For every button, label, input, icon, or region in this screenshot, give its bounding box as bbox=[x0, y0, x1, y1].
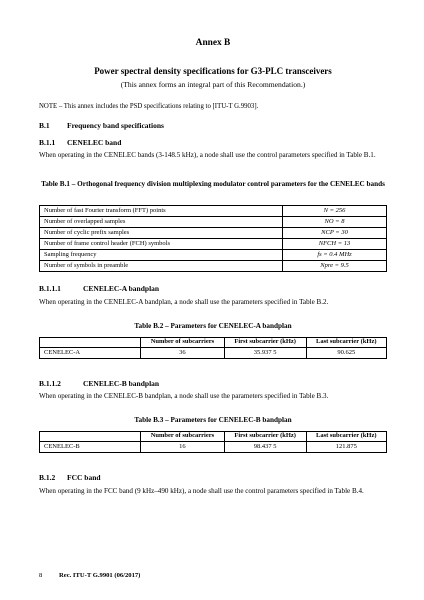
parameter-cell: Number of cyclic prefix samples bbox=[40, 228, 283, 239]
table-cell: CENELEC-B bbox=[40, 441, 141, 452]
paragraph-b112: When operating in the CENELEC-B bandplan, a node shall use the parameters specified in Table B.3. bbox=[39, 392, 329, 400]
table-b1 bbox=[39, 205, 387, 272]
table-header-cell: Last subcarrier (kHz) bbox=[306, 338, 386, 348]
heading-number: B.1.1 bbox=[39, 138, 56, 147]
table-cell: 35.937 5 bbox=[224, 347, 306, 358]
heading-number: B.1.1.2 bbox=[39, 379, 61, 388]
value-cell: Npre = 9.5 bbox=[283, 261, 387, 272]
page-number: 8 bbox=[39, 572, 43, 579]
heading-b112 bbox=[39, 379, 159, 388]
table-cell: 121.875 bbox=[306, 441, 386, 452]
table-cell: 98.437 5 bbox=[224, 441, 306, 452]
table-cell: 16 bbox=[141, 441, 225, 452]
annex-title: Annex B bbox=[195, 38, 231, 48]
table-cell: 90.625 bbox=[306, 347, 386, 358]
table-header-row bbox=[40, 432, 387, 442]
table-row bbox=[40, 250, 387, 261]
table-cell: CENELEC-A bbox=[40, 347, 141, 358]
page-footer bbox=[39, 572, 140, 579]
heading-title: CENELEC-B bandplan bbox=[83, 379, 160, 388]
table-row bbox=[40, 347, 387, 358]
note: NOTE – This annex includes the PSD specifications relating to [ITU-T G.9903]. bbox=[39, 103, 259, 110]
table-header-cell: Number of subcarriers bbox=[141, 432, 225, 442]
table-row bbox=[40, 441, 387, 452]
table-header-cell: First subcarrier (kHz) bbox=[224, 432, 306, 442]
heading-title: FCC band bbox=[67, 473, 101, 482]
table-b2-caption: Table B.2 – Parameters for CENELEC-A bandplan bbox=[134, 322, 292, 330]
heading-b111 bbox=[39, 284, 159, 293]
value-cell: fs = 0.4 MHz bbox=[283, 250, 387, 261]
value-cell: N = 256 bbox=[283, 206, 387, 217]
heading-title: CENELEC-A bandplan bbox=[83, 284, 160, 293]
parameter-cell: Sampling frequency bbox=[40, 250, 283, 261]
table-header-cell bbox=[40, 432, 141, 442]
heading-title: Frequency band specifications bbox=[67, 121, 164, 130]
value-cell: NFCH = 13 bbox=[283, 239, 387, 250]
table-row bbox=[40, 217, 387, 228]
paragraph-b111: When operating in the CENELEC-A bandplan, a node shall use the parameters specified in Table B.2. bbox=[39, 298, 329, 306]
table-header-row bbox=[40, 338, 387, 348]
heading-title: CENELEC band bbox=[67, 138, 122, 147]
table-header-cell: Number of subcarriers bbox=[141, 338, 225, 348]
heading-number: B.1 bbox=[39, 121, 50, 130]
parameter-cell: Number of frame control header (FCH) symbols bbox=[40, 239, 283, 250]
table-row bbox=[40, 228, 387, 239]
paragraph-b12: When operating in the FCC band (9 kHz–490 kHz), a node shall use the control parameters specified in Table B.4. bbox=[39, 487, 364, 495]
table-row bbox=[40, 239, 387, 250]
recommendation-reference: Rec. ITU-T G.9901 (06/2017) bbox=[59, 572, 141, 579]
main-title: Power spectral density specifications for G3-PLC transceivers bbox=[94, 66, 332, 76]
heading-b1 bbox=[39, 121, 164, 130]
table-header-cell: Last subcarrier (kHz) bbox=[306, 432, 386, 442]
value-cell: NCP = 30 bbox=[283, 228, 387, 239]
subtitle: (This annex forms an integral part of this Recommendation.) bbox=[120, 80, 306, 89]
parameter-cell: Number of fast Fourier transform (FFT) points bbox=[40, 206, 283, 217]
heading-number: B.1.2 bbox=[39, 473, 56, 482]
heading-number: B.1.1.1 bbox=[39, 284, 61, 293]
table-b3 bbox=[39, 431, 387, 453]
heading-b12 bbox=[39, 473, 101, 482]
table-row bbox=[40, 261, 387, 272]
table-header-cell: First subcarrier (kHz) bbox=[224, 338, 306, 348]
document-page bbox=[39, 0, 387, 600]
parameter-cell: Number of symbols in preamble bbox=[40, 261, 283, 272]
table-header-cell bbox=[40, 338, 141, 348]
table-b1-caption: Table B.1 – Orthogonal frequency division multiplexing modulator control parameters for the CENELEC bands bbox=[41, 180, 385, 188]
value-cell: NO = 8 bbox=[283, 217, 387, 228]
parameter-cell: Number of overlapped samples bbox=[40, 217, 283, 228]
table-b3-caption: Table B.3 – Parameters for CENELEC-B bandplan bbox=[134, 416, 292, 424]
paragraph-b11: When operating in the CENELEC bands (3-148.5 kHz), a node shall use the control parameters specified in Table B.1. bbox=[39, 151, 376, 159]
table-b2 bbox=[39, 337, 387, 359]
heading-b11 bbox=[39, 138, 121, 147]
table-row bbox=[40, 206, 387, 217]
table-cell: 36 bbox=[141, 347, 225, 358]
